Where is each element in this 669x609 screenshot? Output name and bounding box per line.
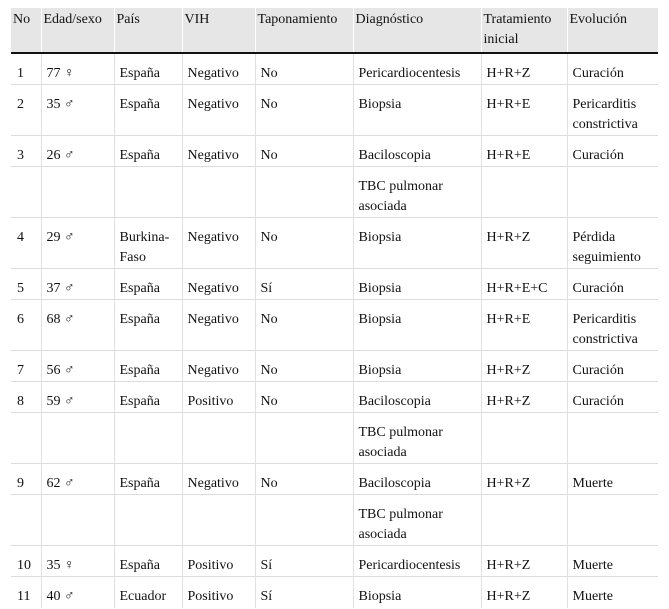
cell-vih xyxy=(182,413,255,464)
cell-pais: España xyxy=(114,464,182,495)
cell-diagnostico: Biopsia xyxy=(353,269,481,300)
cell-tratamiento: H+R+Z xyxy=(481,577,567,608)
cell-edad-sexo: 29 ♂ xyxy=(41,218,114,269)
cell-tratamiento: H+R+Z xyxy=(481,464,567,495)
cell-vih: Negativo xyxy=(182,136,255,167)
header-tratamiento: Tratamiento inicial xyxy=(481,8,567,53)
cell-evolucion xyxy=(567,413,658,464)
cell-pais: Ecuador xyxy=(114,577,182,608)
cell-no: 3 xyxy=(11,136,41,167)
cell-vih: Positivo xyxy=(182,546,255,577)
cell-edad-sexo: 35 ♂ xyxy=(41,85,114,136)
cell-evolucion: Muerte xyxy=(567,577,658,608)
header-evolucion: Evolución xyxy=(567,8,658,53)
cell-pais: España xyxy=(114,136,182,167)
cell-evolucion: Pérdida seguimiento xyxy=(567,218,658,269)
table-row xyxy=(11,300,658,351)
cell-evolucion: Muerte xyxy=(567,546,658,577)
cell-tratamiento xyxy=(481,413,567,464)
cell-tratamiento: H+R+Z xyxy=(481,218,567,269)
cell-edad-sexo xyxy=(41,167,114,218)
table-body xyxy=(11,53,658,608)
cell-no: 1 xyxy=(11,53,41,85)
cell-taponamiento: No xyxy=(255,136,353,167)
cell-no: 8 xyxy=(11,382,41,413)
cell-diagnostico: Biopsia xyxy=(353,85,481,136)
cell-taponamiento: Sí xyxy=(255,546,353,577)
cell-pais: España xyxy=(114,85,182,136)
cell-edad-sexo: 77 ♀ xyxy=(41,53,114,85)
cell-no xyxy=(11,167,41,218)
cell-evolucion: Curación xyxy=(567,269,658,300)
table-row xyxy=(11,351,658,382)
cell-vih: Negativo xyxy=(182,300,255,351)
cell-edad-sexo: 37 ♂ xyxy=(41,269,114,300)
cell-edad-sexo: 56 ♂ xyxy=(41,351,114,382)
cell-edad-sexo xyxy=(41,495,114,546)
cell-evolucion: Curación xyxy=(572,66,624,81)
cell-pais: España xyxy=(114,546,182,577)
cell-edad-sexo: 40 ♂ xyxy=(41,577,114,608)
cell-tratamiento: H+R+E xyxy=(481,85,567,136)
cell-edad-sexo: 59 ♂ xyxy=(41,382,114,413)
cell-evolucion: Muerte xyxy=(567,464,658,495)
table-row xyxy=(11,464,658,495)
cell-taponamiento: No xyxy=(255,53,353,85)
cell-evolucion: Pericarditis constrictiva xyxy=(567,85,658,136)
cell-diagnostico: Pericardiocentesis xyxy=(353,546,481,577)
cell-taponamiento: No xyxy=(255,382,353,413)
table-row xyxy=(11,53,658,85)
cell-pais: España xyxy=(114,269,182,300)
header-diagnostico: Diagnóstico xyxy=(353,8,481,53)
cell-edad-sexo: 26 ♂ xyxy=(41,136,114,167)
cell-tratamiento: H+R+Z xyxy=(481,351,567,382)
cell-no: 2 xyxy=(11,85,41,136)
table-row xyxy=(11,413,658,464)
cell-edad-sexo: 68 ♂ xyxy=(41,300,114,351)
cell-diagnostico: Baciloscopia xyxy=(353,382,481,413)
cell-tratamiento: H+R+Z xyxy=(481,546,567,577)
cell-vih: Negativo xyxy=(182,464,255,495)
cell-taponamiento xyxy=(255,167,353,218)
table-row xyxy=(11,218,658,269)
table-row xyxy=(11,269,658,300)
table-row xyxy=(11,577,658,608)
cell-taponamiento: Sí xyxy=(255,269,353,300)
cell-diagnostico: Pericardiocentesis xyxy=(353,53,481,85)
cell-taponamiento: No xyxy=(255,85,353,136)
cell-no: 6 xyxy=(11,300,41,351)
header-pais: País xyxy=(114,8,182,53)
header-edad-sexo: Edad/sexo xyxy=(41,8,114,53)
cell-taponamiento: No xyxy=(255,218,353,269)
table-row xyxy=(11,382,658,413)
cell-tratamiento: H+R+E xyxy=(481,136,567,167)
cell-evolucion: Pericarditis constrictiva xyxy=(567,300,658,351)
cell-evolucion xyxy=(567,167,658,218)
cell-vih: Negativo xyxy=(182,351,255,382)
cell-pais xyxy=(114,495,182,546)
cell-tratamiento: H+R+Z xyxy=(481,53,567,85)
cell-diagnostico: Biopsia xyxy=(353,351,481,382)
cell-diagnostico: Biopsia xyxy=(353,300,481,351)
cell-no: 9 xyxy=(11,464,41,495)
cell-no: 10 xyxy=(11,546,41,577)
table-row xyxy=(11,167,658,218)
table-row xyxy=(11,546,658,577)
cell-diagnostico: TBC pulmonar asociada xyxy=(353,495,481,546)
cell-taponamiento: No xyxy=(255,351,353,382)
cell-no xyxy=(11,495,41,546)
table-row xyxy=(11,85,658,136)
cell-pais xyxy=(114,167,182,218)
cell-tratamiento: H+R+E+C xyxy=(481,269,567,300)
cell-diagnostico: TBC pulmonar asociada xyxy=(353,167,481,218)
patients-table xyxy=(11,8,658,608)
cell-evolucion: Curación xyxy=(567,136,658,167)
cell-taponamiento: No xyxy=(255,300,353,351)
cell-vih: Negativo xyxy=(182,269,255,300)
cell-no: 5 xyxy=(11,269,41,300)
cell-evolucion: Curación xyxy=(567,351,658,382)
cell-taponamiento: No xyxy=(255,464,353,495)
cell-vih: Negativo xyxy=(182,218,255,269)
table-row xyxy=(11,495,658,546)
cell-edad-sexo: 62 ♂ xyxy=(41,464,114,495)
cell-no: 11 xyxy=(11,577,41,608)
cell-no: 4 xyxy=(11,218,41,269)
table-row xyxy=(11,136,658,167)
header-vih: VIH xyxy=(182,8,255,53)
cell-edad-sexo xyxy=(41,413,114,464)
cell-pais: España xyxy=(114,53,182,85)
cell-evolucion: Curación xyxy=(567,382,658,413)
header-taponamiento: Taponamiento xyxy=(255,8,353,53)
cell-tratamiento: H+R+Z xyxy=(481,382,567,413)
cell-pais: España xyxy=(114,351,182,382)
cell-taponamiento xyxy=(255,413,353,464)
cell-no xyxy=(11,413,41,464)
cell-diagnostico: Baciloscopia xyxy=(353,464,481,495)
cell-pais xyxy=(114,413,182,464)
cell-diagnostico: Biopsia xyxy=(353,577,481,608)
cell-tratamiento xyxy=(481,495,567,546)
cell-pais: España xyxy=(114,300,182,351)
cell-vih: Positivo xyxy=(182,382,255,413)
cell-evolucion xyxy=(567,495,658,546)
cell-edad-sexo: 35 ♀ xyxy=(41,546,114,577)
cell-pais: Burkina-Faso xyxy=(114,218,182,269)
cell-taponamiento xyxy=(255,495,353,546)
table-header-row xyxy=(11,8,658,53)
cell-vih: Negativo xyxy=(182,85,255,136)
cell-vih: Negativo xyxy=(182,53,255,85)
cell-pais: España xyxy=(114,382,182,413)
cell-vih: Positivo xyxy=(182,577,255,608)
cell-tratamiento: H+R+E xyxy=(481,300,567,351)
cell-no: 7 xyxy=(11,351,41,382)
cell-vih xyxy=(182,167,255,218)
cell-vih xyxy=(182,495,255,546)
cell-diagnostico: Baciloscopia xyxy=(353,136,481,167)
cell-taponamiento: Sí xyxy=(255,577,353,608)
cell-diagnostico: TBC pulmonar asociada xyxy=(353,413,481,464)
header-no: No xyxy=(11,8,41,53)
cell-diagnostico: Biopsia xyxy=(353,218,481,269)
cell-tratamiento xyxy=(481,167,567,218)
